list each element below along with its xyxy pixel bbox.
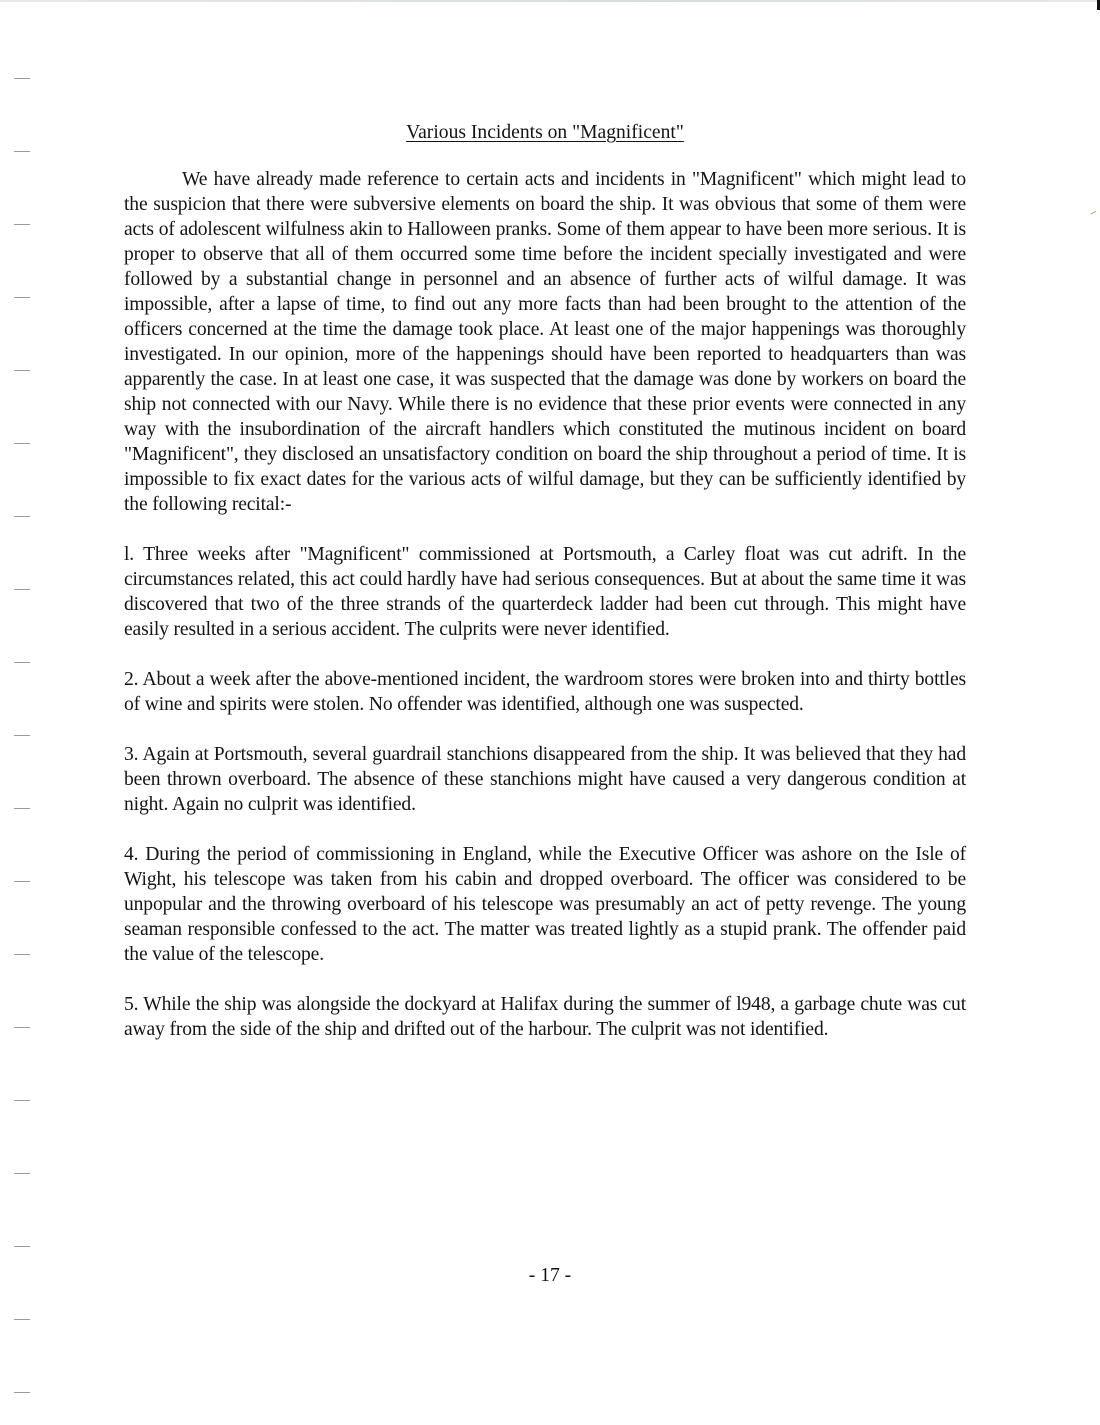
incident-paragraph-2: 2. About a week after the above-mentioned incident, the wardroom stores were broken into and thirty bottles of wine and spirits were stolen. No offender was identified, although one was suspected.: [124, 669, 966, 715]
margin-tick: [14, 808, 30, 809]
document-page: [124, 120, 966, 1067]
intro-paragraph: We have already made reference to certain acts and incidents in "Magnificent" which might lead to the suspicion that there were subversive elements on board the ship. It was obvious that some of them were acts of adolescent wilfulness akin to Halloween pranks. Some of them appear to have been more serious. It is proper to observe that all of them occurred some time before the incident specially investigated and were followed by a substantial change in personnel and an absence of further acts of wilful damage. It was impossible, after a lapse of time, to find out any more facts than had been brought to the attention of the officers concerned at the time the damage took place. At least one of the major happenings was thoroughly investigated. In our opinion, more of the happenings should have been reported to headquarters than was apparently the case. In at least one case, it was suspected that the damage was done by workers on board the ship not connected with our Navy. While there is no evidence that these prior events were connected in any way with the insubordination of the aircraft handlers which constituted the mutinous incident on board "Magnificent", they disclosed an unsatisfactory condition on board the ship throughout a period of time. It is impossible to fix exact dates for the various acts of wilful damage, but they can be sufficiently identified by the following recital:-: [124, 169, 966, 515]
margin-tick: [14, 1246, 30, 1247]
margin-tick: [14, 954, 30, 955]
margin-tick: [14, 1392, 30, 1393]
incident-paragraph-3: 3. Again at Portsmouth, several guardrail stanchions disappeared from the ship. It was believed that they had been thrown overboard. The absence of these stanchions might have caused a very dangerous condition at night. Again no culprit was identified.: [124, 744, 966, 815]
margin-tick: [14, 1100, 30, 1101]
margin-tick: [14, 78, 30, 79]
margin-tick: [14, 881, 30, 882]
incident-paragraph-1: l. Three weeks after "Magnificent" commissioned at Portsmouth, a Carley float was cut adrift. In the circumstances related, this act could hardly have had serious consequences. But at about the same time it was discovered that two of the three strands of the quarterdeck ladder had been cut through. This might have easily resulted in a serious accident. The culprits were never identified.: [124, 544, 966, 640]
incident-paragraph-4: 4. During the period of commissioning in England, while the Executive Officer was ashore on the Isle of Wight, his telescope was taken from his cabin and dropped overboard. The officer was considered to be unpopular and the throwing overboard of his telescope was presumably an act of petty revenge. The young seaman responsible confessed to the act. The matter was treated lightly as a stupid prank. The offender paid the value of the telescope.: [124, 844, 966, 965]
page-number: - 17 -: [528, 1265, 572, 1286]
binding-margin-ticks: [14, 0, 34, 1425]
margin-tick: [14, 443, 30, 444]
scan-top-edge: [0, 0, 1100, 2]
margin-tick: [14, 151, 30, 152]
incident-paragraph-5: 5. While the ship was alongside the dockyard at Halifax during the summer of l948, a garbage chute was cut away from the side of the ship and drifted out of the harbour. The culprit was not identified.: [124, 994, 966, 1040]
margin-tick: [14, 1027, 30, 1028]
document-title: [124, 120, 966, 145]
margin-tick: [14, 516, 30, 517]
scan-speck: [1090, 211, 1097, 217]
margin-tick: [14, 735, 30, 736]
margin-tick: [14, 370, 30, 371]
margin-tick: [14, 297, 30, 298]
margin-tick: [14, 589, 30, 590]
document-title-text: Various Incidents on "Magnificent": [406, 122, 684, 143]
margin-tick: [14, 1319, 30, 1320]
margin-tick: [14, 1173, 30, 1174]
margin-tick: [14, 224, 30, 225]
margin-tick: [14, 662, 30, 663]
